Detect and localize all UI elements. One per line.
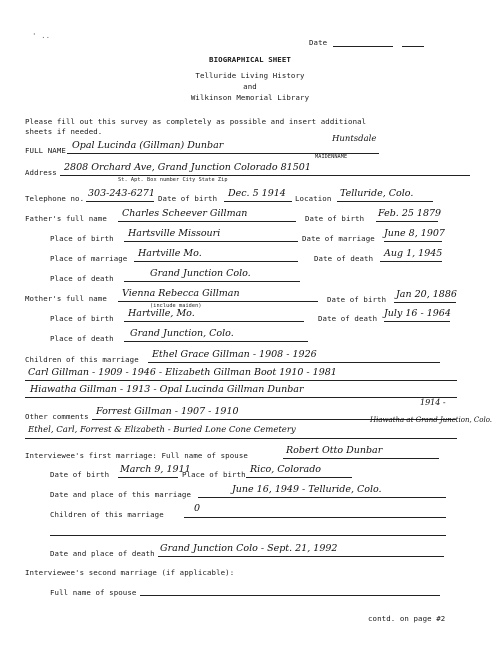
- blank-line-1: [50, 535, 446, 536]
- spouse-dob-label: Date of birth: [50, 470, 110, 479]
- date-line-2: [402, 46, 424, 47]
- full-name-label: FULL NAME: [25, 146, 66, 155]
- child-3: Hiawatha Gillman - 1913 - Opal Lucinda Gillman Dunbar: [30, 384, 304, 395]
- address-sub: St. Apt. Box number City State Zip: [118, 177, 228, 183]
- spouse-pob-label: Place of birth: [182, 470, 246, 479]
- father-pod-label: Place of death: [50, 274, 114, 283]
- full-name-value: Opal Lucinda (Gillman) Dunbar: [72, 140, 224, 151]
- mother-dob-line: [394, 302, 456, 303]
- death-value: Grand Junction Colo - Sept. 21, 1992: [160, 543, 338, 554]
- second-marriage-label: Interviewee's second marriage (if applicable):: [25, 568, 235, 577]
- dob-label: Date of birth: [158, 194, 218, 203]
- spouse-children-value: 0: [194, 503, 201, 514]
- spouse-dob-value: March 9, 1911: [120, 464, 191, 475]
- father-pob-value: Hartsville Missouri: [128, 228, 221, 239]
- mother-dob-label: Date of birth: [327, 295, 387, 304]
- spouse-marriage-line: [198, 497, 446, 498]
- mother-dob-value: Jan 20, 1886: [396, 289, 457, 300]
- mother-pob-line: [124, 321, 304, 322]
- date-label: Date: [309, 38, 328, 47]
- child-3-annotation: 1914 -: [420, 398, 446, 407]
- father-dom-value: June 8, 1907: [384, 228, 445, 239]
- location-label: Location: [295, 194, 332, 203]
- full-name-sub: MAIDENNAME: [315, 154, 348, 160]
- mother-pod-value: Grand Junction, Colo.: [130, 328, 234, 339]
- spouse-pob-value: Rico, Colorado: [250, 464, 322, 475]
- father-pom-value: Hartville Mo.: [138, 248, 202, 259]
- father-pom-label: Place of marriage: [50, 254, 128, 263]
- location-value: Telluride, Colo.: [340, 188, 414, 199]
- father-dob-label: Date of birth: [305, 214, 365, 223]
- telephone-line: [86, 201, 154, 202]
- mother-line: [118, 301, 318, 302]
- mother-dod-line: [384, 321, 450, 322]
- other-comments-line-2: [25, 438, 457, 439]
- second-spouse-line: [140, 595, 440, 596]
- spouse-line: [283, 458, 439, 459]
- spouse-dob-line: [118, 477, 178, 478]
- father-dob-value: Feb. 25 1879: [378, 208, 442, 219]
- father-dob-line: [376, 221, 438, 222]
- father-pod-line: [124, 281, 300, 282]
- father-dod-value: Aug 1, 1945: [384, 248, 443, 259]
- father-pob-line: [124, 241, 298, 242]
- subtitle-2: and: [243, 82, 257, 91]
- address-line: [60, 175, 470, 176]
- mother-pod-line: [124, 341, 308, 342]
- father-line: [118, 221, 296, 222]
- subtitle-1: Telluride Living History: [195, 71, 305, 80]
- spouse-pob-line: [246, 477, 352, 478]
- mother-label: Mother's full name: [25, 294, 107, 303]
- spouse-marriage-label: Date and place of this marriage: [50, 490, 192, 499]
- spouse-marriage-value: June 16, 1949 - Telluride, Colo.: [232, 484, 382, 495]
- continued-note: contd. on page #2: [368, 614, 446, 623]
- father-value: Charles Scheever Gillman: [122, 208, 248, 219]
- mother-pob-label: Place of birth: [50, 314, 114, 323]
- address-value: 2808 Orchard Ave, Grand Junction Colorado 81501: [64, 162, 311, 173]
- father-dod-label: Date of death: [314, 254, 374, 263]
- children-line-2: [25, 380, 457, 381]
- subtitle-3: Wilkinson Memorial Library: [190, 93, 310, 102]
- title: BIOGRAPHICAL SHEET: [209, 55, 291, 64]
- mother-dod-label: Date of death: [318, 314, 378, 323]
- children-line: [148, 362, 440, 363]
- death-line: [158, 556, 444, 557]
- date-line: [333, 46, 393, 47]
- dob-line: [224, 201, 292, 202]
- death-label: Date and place of death: [50, 549, 155, 558]
- other-comments-line-2-value: Ethel, Carl, Forrest & Elizabeth - Buried Lone Cone Cemetery: [28, 425, 296, 435]
- other-comments-label: Other comments: [25, 412, 89, 421]
- second-spouse-label: Full name of spouse: [50, 588, 137, 597]
- children-line-3: [25, 397, 457, 398]
- corner-mark: ' ..: [32, 31, 51, 40]
- father-pod-value: Grand Junction Colo.: [150, 268, 251, 279]
- telephone-value: 303-243-6271: [88, 188, 155, 199]
- mother-value: Vienna Rebecca Gillman: [122, 288, 240, 299]
- father-label: Father's full name: [25, 214, 107, 223]
- spouse-children-label: Children of this marriage: [50, 510, 164, 519]
- mother-pod-label: Place of death: [50, 334, 114, 343]
- location-line: [337, 201, 433, 202]
- mother-dod-value: July 16 - 1964: [384, 308, 451, 319]
- mother-pob-value: Hartville, Mo.: [128, 308, 195, 319]
- father-dom-label: Date of marriage: [302, 234, 375, 243]
- father-dod-line: [380, 261, 442, 262]
- spouse-children-line: [184, 517, 446, 518]
- spouse-label: Interviewee's first marriage: Full name of spouse: [25, 451, 248, 460]
- other-comments-value: Forrest Gillman - 1907 - 1910: [96, 406, 239, 417]
- instructions-1: Please fill out this survey as completely as possible and insert additional: [25, 117, 367, 126]
- child-2: Carl Gillman - 1909 - 1946 - Elizabeth Gillman Boot 1910 - 1981: [28, 367, 337, 378]
- spouse-value: Robert Otto Dunbar: [286, 445, 383, 456]
- father-pom-line: [134, 261, 298, 262]
- instructions-2: sheets if needed.: [25, 127, 103, 136]
- child-1: Ethel Grace Gillman - 1908 - 1926: [152, 349, 317, 360]
- father-dom-line: [384, 241, 442, 242]
- father-pob-label: Place of birth: [50, 234, 114, 243]
- full-name-annotation: Huntsdale: [332, 134, 377, 144]
- mother-sub: (include maiden): [150, 303, 202, 309]
- address-label: Address: [25, 168, 57, 177]
- telephone-label: Telephone no.: [25, 194, 85, 203]
- children-label: Children of this marriage: [25, 355, 139, 364]
- dob-value: Dec. 5 1914: [228, 188, 286, 199]
- other-comments-annotation: Hiawatha at Grand Junction, Colo.: [370, 416, 493, 424]
